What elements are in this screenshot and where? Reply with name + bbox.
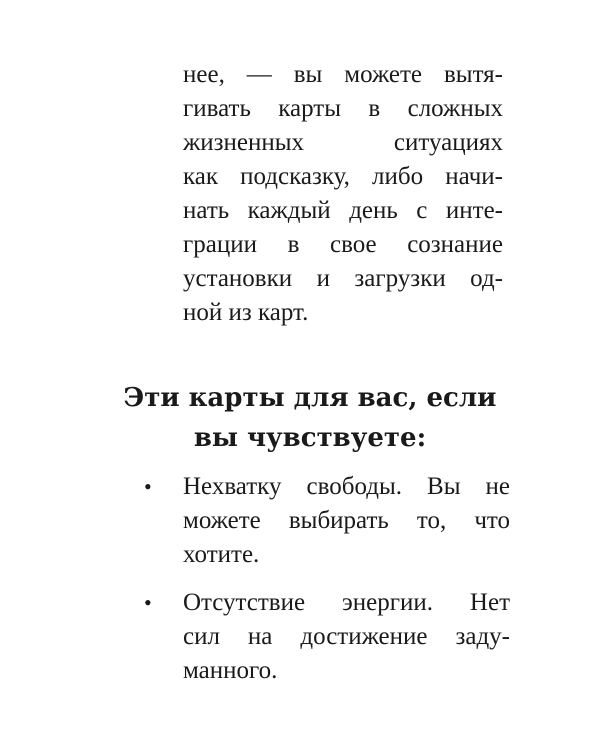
- paragraph-line: как подсказку, либо начи-: [183, 163, 503, 190]
- bullet-marker: •: [144, 474, 152, 499]
- list-item: [140, 470, 510, 572]
- list-item-line: хотите.: [183, 541, 260, 568]
- list-item: [140, 586, 510, 688]
- paragraph-line: нать каждый день с инте-: [183, 197, 503, 224]
- heading-line: Эти карты для вас, если: [123, 383, 497, 413]
- paragraph-line: гивать карты в сложных: [183, 95, 503, 122]
- list-item-line: Нехватку свободы. Вы не: [183, 473, 510, 500]
- list-item-text: [183, 470, 510, 572]
- bullet-marker: •: [144, 590, 152, 615]
- list-item-text: [183, 586, 510, 688]
- body-paragraph: [183, 58, 503, 330]
- paragraph-line: грации в свое сознание: [183, 231, 503, 258]
- bullet-list: [140, 470, 510, 702]
- list-item-line: можете выбирать то, что: [183, 507, 510, 534]
- section-heading: [120, 378, 500, 458]
- list-item-line: Отсутствие энергии. Нет: [183, 589, 510, 616]
- paragraph-line: ной из карт.: [183, 299, 309, 326]
- paragraph-line: жизненных ситуациях: [183, 129, 503, 156]
- paragraph-line: установки и загрузки од-: [183, 265, 503, 292]
- paragraph-line: нее, — вы можете вытя-: [183, 61, 503, 88]
- list-item-line: манного.: [183, 657, 278, 684]
- list-item-line: сил на достижение заду-: [183, 623, 510, 650]
- heading-line: вы чувствуете:: [193, 423, 427, 453]
